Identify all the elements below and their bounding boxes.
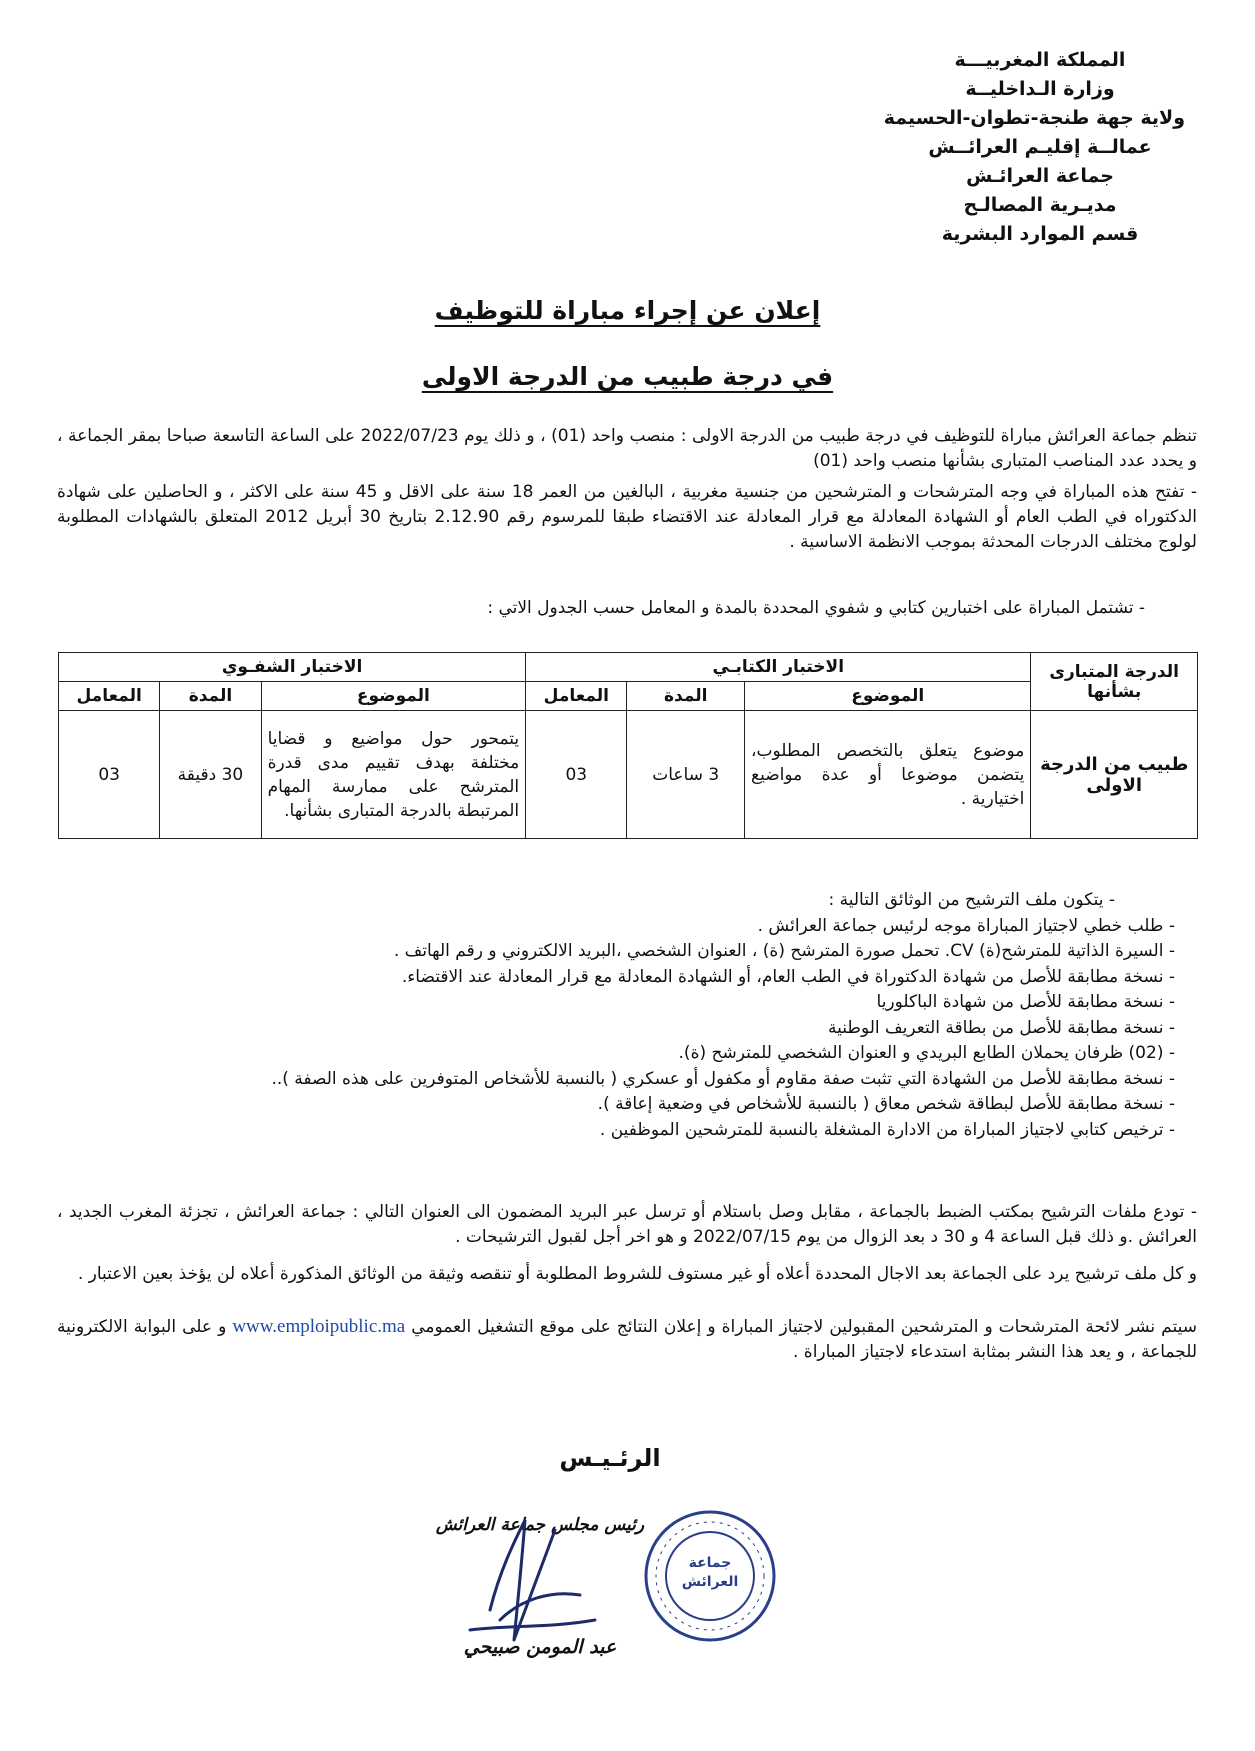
publication-paragraph (57, 1314, 1197, 1365)
cell-oral-coef: 03 (59, 711, 160, 839)
letterhead-line-ministry: وزارة الـداخليــة (965, 78, 1115, 100)
letterhead-line-commune: جماعة العرائـش (966, 165, 1114, 187)
list-item: - نسخة مطابقة للأصل من بطاقة التعريف الوطنية (75, 1016, 1175, 1042)
header-written-exam: الاختبار الكتابـي (526, 653, 1031, 682)
emploipublic-link[interactable]: www.emploipublic.ma (232, 1316, 406, 1337)
header-oral-exam: الاختبار الشفـوي (59, 653, 526, 682)
cell-written-topic: موضوع يتعلق بالتخصص المطلوب، يتضمن موضوعا أو عدة مواضيع اختيارية . (745, 711, 1031, 839)
list-item: - نسخة مطابقة للأصل من الشهادة التي تثبت صفة مقاوم أو مكفول أو عسكري ( بالنسبة للأشخاص المتوفرين على هذه الصفة ).. (75, 1067, 1175, 1093)
announcement-title: إعلان عن إجراء مباراة للتوظيف (434, 296, 821, 325)
header-oral-topic: الموضوع (261, 682, 526, 711)
cell-written-coef: 03 (526, 711, 627, 839)
cell-written-duration: 3 ساعات (627, 711, 745, 839)
documents-lead: - يتكون ملف الترشيح من الوثائق التالية : (828, 890, 1115, 910)
letterhead (883, 46, 1185, 249)
seal-center-text: جماعة العرائش (681, 1555, 739, 1590)
president-role: رئيس مجلس جماعة العرائش (435, 1515, 645, 1535)
header-written-duration: المدة (627, 682, 745, 711)
header-written-coef: المعامل (526, 682, 627, 711)
president-title: الرئـيـس (559, 1444, 661, 1472)
announcement-subtitle: في درجة طبيب من الدرجة الاولى (421, 362, 834, 391)
letterhead-line-province: عمالــة إقليـم العرائــش (928, 136, 1152, 158)
intro-paragraph: تنظم جماعة العرائش مباراة للتوظيف في درجة طبيب من الدرجة الاولى : منصب واحد (01) ، و ذلك يوم 2022/07/23 على الساعة التاسعة صباحا بمقر الجماعة ، و يحدد عدد المناصب المتبارى بشأنها منصب واحد (01) (57, 426, 1197, 471)
list-item: - ترخيص كتابي لاجتياز المباراة من الادارة المشغلة بالنسبة للمترشحين الموظفين . (75, 1118, 1175, 1144)
list-item: - (02) ظرفان يحملان الطابع البريدي و العنوان الشخصي للمترشح (ة). (75, 1041, 1175, 1067)
eligibility-paragraph: - تفتح هذه المباراة في وجه المترشحات و المترشحين من جنسية مغربية ، البالغين من العمر 18 سنة على الاقل و 45 سنة على الاكثر ، و الحاصلين على شهادة الدكتوراه في الطب العام أو الشهادة المعادلة مع قرار المعادلة عند الاقتضاء طبقا للمرسوم رقم 2.12.90 بتاريخ 30 أبريل 2012 المتعلق بالشهادات المطلوبة لولوج مختلف الدرجات المحدثة بموجب الانظمة الاساسية . (57, 482, 1198, 552)
exam-structure-paragraph: - تشتمل المباراة على اختبارين كتابي و شفوي المحددة بالمدة و المعامل حسب الجدول الاتي : (487, 598, 1145, 618)
letterhead-line-division: قسم الموارد البشرية (941, 223, 1139, 245)
cell-grade: طبيب من الدرجة الاولى (1031, 711, 1198, 839)
submission-paragraph: - تودع ملفات الترشيح بمكتب الضبط بالجماعة ، مقابل وصل باستلام أو ترسل عبر البريد المضمون الى العنوان التالي : جماعة العرائش ، تجزئة المغرب الجديد ، العرائش .و ذلك قبل الساعة 4 و 30 د بعد الزوال من يوم 2022/07/15 و هو اخر أجل لقبول الترشيحات . (57, 1202, 1197, 1247)
list-item: - السيرة الذاتية للمترشح(ة) CV. تحمل صورة المترشح (ة) ، العنوان الشخصي ،البريد الالكتروني و رقم الهاتف . (75, 939, 1175, 965)
header-written-topic: الموضوع (745, 682, 1031, 711)
cell-oral-topic: يتمحور حول مواضيع و قضايا مختلفة بهدف تقييم مدى قدرة المترشح على ممارسة المهام المرتبطة بالدرجة المتبارى بشأنها. (261, 711, 526, 839)
list-item: - طلب خطي لاجتياز المباراة موجه لرئيس جماعة العرائش . (75, 914, 1175, 940)
president-name: عبد المومن صبيحي (463, 1636, 617, 1658)
rejection-paragraph: و كل ملف ترشيح يرد على الجماعة بعد الاجال المحددة أعلاه أو غير مستوف للشروط المطلوبة أو تنقصه وثيقة من الوثائق المذكورة أعلاه لن يؤخذ بعين الاعتبار . (77, 1264, 1197, 1284)
letterhead-line-directorate: مديـرية المصالـح (963, 194, 1117, 216)
publication-text-a: سيتم نشر لائحة المترشحات و المترشحين المقبولين لاجتياز المباراة و إعلان النتائج على موقع التشغيل العمومي (411, 1317, 1198, 1337)
publication-text-b: و على البوابة الالكترونية للجماعة ، و يعد هذا النشر بمثابة استدعاء لاجتياز المباراة . (57, 1317, 1197, 1362)
header-oral-coef: المعامل (59, 682, 160, 711)
list-item: - نسخة مطابقة للأصل من شهادة الدكتوراة في الطب العام، أو الشهادة المعادلة مع قرار المعادلة عند الاقتضاء. (75, 965, 1175, 991)
header-grade: الدرجة المتبارى بشأنها (1031, 653, 1198, 711)
letterhead-line-kingdom: المملكة المغربيـــة (954, 49, 1126, 71)
documents-list (75, 914, 1175, 1144)
list-item: - نسخة مطابقة للأصل من شهادة الباكلوريا (75, 990, 1175, 1016)
documents-section (75, 888, 1175, 1143)
list-item: - نسخة مطابقة للأصل لبطاقة شخص معاق ( بالنسبة للأشخاص في وضعية إعاقة ). (75, 1092, 1175, 1118)
letterhead-line-region: ولاية جهة طنجة-تطوان-الحسيمة (883, 107, 1185, 129)
header-oral-duration: المدة (160, 682, 261, 711)
cell-oral-duration: 30 دقيقة (160, 711, 261, 839)
exam-table (58, 652, 1198, 839)
